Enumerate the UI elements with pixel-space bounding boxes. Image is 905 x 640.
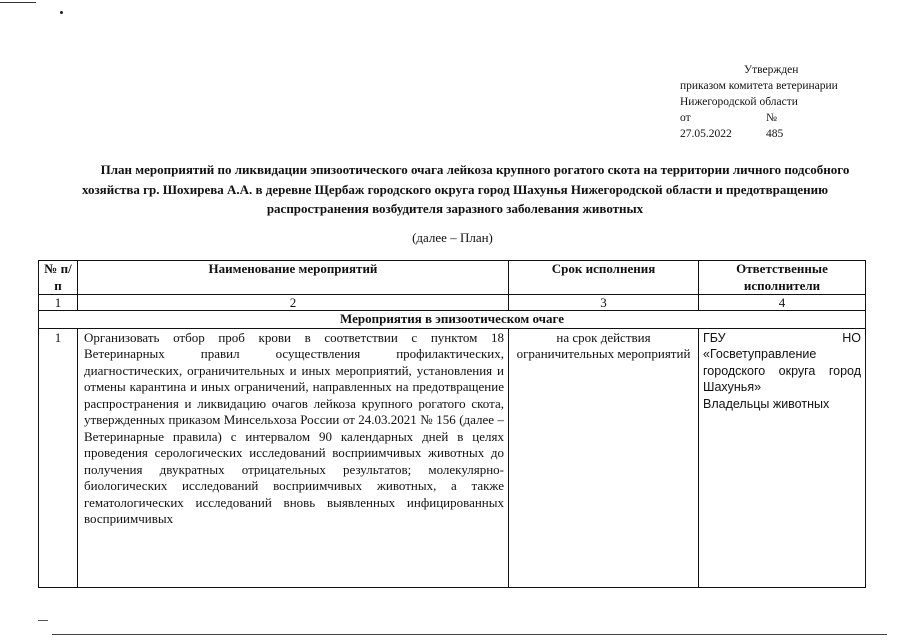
approval-line-2: Нижегородской области bbox=[680, 96, 798, 108]
column-number-3: 3 bbox=[509, 295, 699, 311]
section-row bbox=[39, 311, 866, 329]
table-row bbox=[39, 328, 866, 587]
approval-date-row bbox=[680, 126, 880, 142]
header-number: № п/п bbox=[39, 261, 78, 295]
row-number: 1 bbox=[39, 328, 78, 587]
header-term: Срок исполнения bbox=[509, 261, 699, 295]
scan-artifact-bottom-line bbox=[52, 634, 887, 635]
scan-artifact-dot bbox=[60, 11, 63, 14]
section-title: Мероприятия в эпизоотическом очаге bbox=[39, 311, 866, 329]
approval-from-row bbox=[680, 110, 880, 126]
column-number-1: 1 bbox=[39, 295, 78, 311]
approval-no-label: № bbox=[766, 112, 777, 124]
approval-line-1: приказом комитета ветеринарии bbox=[680, 80, 838, 92]
plan-table bbox=[38, 260, 866, 588]
header-responsible: Ответственные исполнители bbox=[699, 261, 866, 295]
row-responsible-owners: Владельцы животных bbox=[703, 396, 830, 411]
row-event: Организовать отбор проб крови в соответствии с пунктом 18 Ветеринарных правил осуществления профилактических, диагностических, ограничительных и иных мероприятий, установления и отмены карантина и иных ограничений, направленных на предотвращение распространения и ликвидацию очагов лейкоза крупного рогатого скота, утвержденных приказом Минсельхоза России от 24.03.2021 № 156 (далее – Ветеринарные правила) с интервалом 90 календарных дней в целях проведения серологических исследований восприимчивых животных до получения двукратных отрицательных результатов; молекулярно-биологических исследований восприимчивых животных, а также гематологических исследований вновь выявленных инфицированных восприимчивых bbox=[78, 328, 509, 587]
approval-number: 485 bbox=[766, 128, 784, 140]
row-responsible-org: ГБУ НО «Госветуправление городского округа город Шахунья» bbox=[703, 330, 861, 394]
column-number-row bbox=[39, 295, 866, 311]
header-event-name: Наименование мероприятий bbox=[78, 261, 509, 295]
approval-block bbox=[680, 62, 880, 142]
scan-artifact-line bbox=[0, 2, 36, 3]
approval-date: 27.05.2022 bbox=[680, 128, 732, 140]
scan-artifact-mark bbox=[38, 620, 48, 621]
table-header-row bbox=[39, 261, 866, 295]
approval-approved: Утвержден bbox=[744, 64, 799, 76]
row-term: на срок действия ограничительных мероприятий bbox=[509, 328, 699, 587]
document-subtitle: (далее – План) bbox=[412, 230, 493, 245]
column-number-2: 2 bbox=[78, 295, 509, 311]
row-responsible bbox=[699, 328, 866, 587]
approval-from-label: от bbox=[680, 112, 691, 124]
column-number-4: 4 bbox=[699, 295, 866, 311]
document-title: План мероприятий по ликвидации эпизоотического очага лейкоза крупного рогатого скота на территории личного подсобного хозяйства гр. Шохирева А.А. в деревне Щербаж городского округа город Шахунья Нижегородской области и предотвращению распространения возбудителя заразного заболевания животных bbox=[81, 162, 850, 216]
